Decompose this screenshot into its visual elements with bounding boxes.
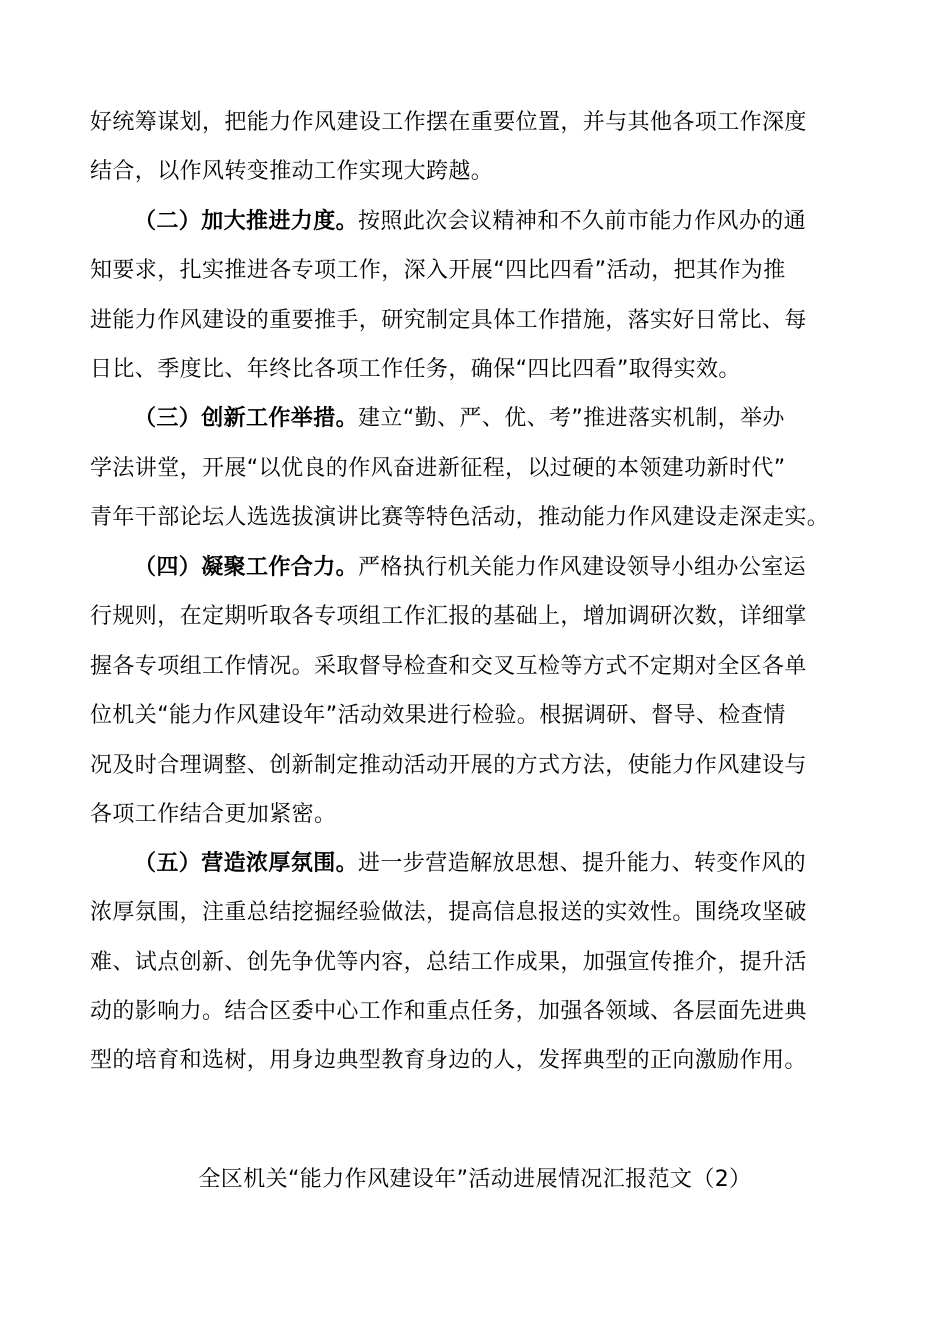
section-heading: （四）凝聚工作合力。 <box>134 555 359 580</box>
body-line: 动的影响力。结合区委中心工作和重点任务，加强各领域、各层面先进典 <box>90 999 807 1024</box>
body-line: 知要求，扎实推进各专项工作，深入开展“四比四看”活动，把其作为推 <box>90 258 786 283</box>
body-text: 严格执行机关能力作风建设领导小组办公室运 <box>358 555 807 580</box>
body-line: 型的培育和选树，用身边典型教育身边的人，发挥典型的正向激励作用。 <box>90 1048 807 1073</box>
body-line: 各项工作结合更加紧密。 <box>90 802 337 827</box>
body-line: 好统筹谋划，把能力作风建设工作摆在重要位置，并与其他各项工作深度 <box>90 110 807 135</box>
body-line: 位机关“能力作风建设年”活动效果进行检验。根据调研、督导、检查情 <box>90 703 786 728</box>
section-heading: （三）创新工作举措。 <box>134 406 359 431</box>
body-text: 进一步营造解放思想、提升能力、转变作风的 <box>358 851 807 876</box>
body-line: 行规则，在定期听取各专项组工作汇报的基础上，增加调研次数，详细掌 <box>90 604 807 629</box>
body-line: 况及时合理调整、创新制定推动活动开展的方式方法，使能力作风建设与 <box>90 753 807 778</box>
body-line: 青年干部论坛人选选拔演讲比赛等特色活动，推动能力作风建设走深走实。 <box>90 505 830 530</box>
section-heading: （五）营造浓厚氛围。 <box>134 851 359 876</box>
document-title: 全区机关“能力作风建设年”活动进展情况汇报范文（2） <box>198 1167 752 1192</box>
body-line: 进能力作风建设的重要推手，研究制定具体工作措施，落实好日常比、每 <box>90 308 807 333</box>
section-heading: （二）加大推进力度。 <box>134 209 359 234</box>
paragraph-first-line <box>134 553 806 583</box>
paragraph-first-line <box>134 404 785 434</box>
body-line: 难、试点创新、创先争优等内容，总结工作成果，加强宣传推介，提升活 <box>90 950 807 975</box>
body-line: 握各专项组工作情况。采取督导检查和交叉互检等方式不定期对全区各单 <box>90 654 807 679</box>
body-text: 按照此次会议精神和不久前市能力作风办的通 <box>358 209 807 234</box>
body-line: 学法讲堂，开展“以优良的作风奋进新征程，以过硬的本领建功新时代” <box>90 456 786 481</box>
body-line: 浓厚氛围，注重总结挖掘经验做法，提高信息报送的实效性。围绕攻坚破 <box>90 900 807 925</box>
paragraph-first-line <box>134 849 806 879</box>
body-line: 结合，以作风转变推动工作实现大跨越。 <box>90 159 494 184</box>
paragraph-first-line <box>134 207 806 237</box>
body-line: 日比、季度比、年终比各项工作任务，确保“四比四看”取得实效。 <box>90 357 741 382</box>
body-text: 建立“勤、严、优、考”推进落实机制，举办 <box>358 406 785 431</box>
